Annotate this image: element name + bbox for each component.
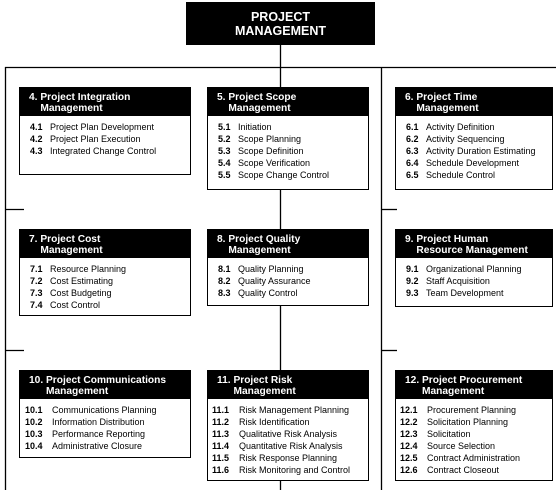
area-integration [19,87,191,175]
process-number: 5.3 [218,146,231,156]
process-label: Staff Acquisition [426,276,490,286]
process-label: Project Plan Execution [50,134,141,144]
process-item [218,121,368,133]
process-label: Procurement Planning [427,405,517,415]
process-label: Information Distribution [52,417,145,427]
area-title: Project Procurement Management [422,375,523,397]
process-item [30,133,190,145]
process-number: 5.2 [218,134,231,144]
process-item [30,263,190,275]
process-item [218,263,368,275]
process-label: Risk Response Planning [239,453,338,463]
process-number: 5.5 [218,170,231,180]
process-number: 9.2 [406,276,419,286]
process-list [208,116,368,181]
process-item [212,404,368,416]
area-title: Project Scope Management [228,92,297,114]
process-number: 7.3 [30,288,43,298]
area-header [208,371,368,399]
process-list [20,258,190,311]
area-title: Project Communications Management [46,375,167,397]
area-header [208,230,368,258]
process-item [212,464,368,476]
process-label: Activity Definition [426,122,495,132]
process-label: Contract Closeout [427,465,500,475]
process-number: 7.2 [30,276,43,286]
process-number: 11.1 [212,405,230,415]
process-list [20,116,190,157]
area-time [395,87,553,190]
area-number: 11. [217,375,231,386]
process-list [396,399,552,476]
process-item [406,169,552,181]
process-list [396,258,552,299]
area-title: Project Time Management [416,92,479,114]
process-number: 4.1 [30,122,43,132]
process-label: Quality Control [238,288,298,298]
process-number: 6.5 [406,170,419,180]
area-title: Project Risk Management [233,375,296,397]
area-risk [207,370,369,481]
process-item [406,133,552,145]
process-number: 11.4 [212,441,230,451]
process-label: Qualitative Risk Analysis [239,429,338,439]
process-label: Project Plan Development [50,122,155,132]
process-item [406,157,552,169]
area-number: 7. [29,234,38,245]
process-label: Administrative Closure [52,441,143,451]
area-number: 9. [405,234,414,245]
process-item [30,145,190,157]
process-list [396,116,552,181]
area-quality [207,229,369,306]
process-list [20,399,190,452]
process-label: Team Development [426,288,504,298]
area-header [20,230,190,258]
process-item [406,145,552,157]
process-item [30,287,190,299]
process-item [406,287,552,299]
process-label: Quality Planning [238,264,304,274]
process-number: 11.5 [212,453,230,463]
process-item [30,121,190,133]
process-label: Scope Verification [238,158,311,168]
process-number: 12.1 [400,405,418,415]
process-number: 11.3 [212,429,230,439]
process-list [208,258,368,299]
process-item [406,263,552,275]
process-item [400,416,552,428]
process-number: 5.1 [218,122,231,132]
area-communications [19,370,191,458]
process-label: Solicitation Planning [427,417,509,427]
area-number: 5. [217,92,226,103]
area-procurement [395,370,553,481]
area-number: 6. [405,92,414,103]
area-title: Project Quality Management [228,234,301,256]
process-label: Communications Planning [52,405,157,415]
area-title: Project Cost Management [40,234,103,256]
area-header [396,371,552,399]
area-number: 4. [29,92,38,103]
process-number: 11.2 [212,417,230,427]
process-item [212,428,368,440]
process-number: 4.3 [30,146,43,156]
process-number: 9.1 [406,264,419,274]
process-label: Activity Sequencing [426,134,505,144]
process-number: 12.6 [400,465,418,475]
process-label: Integrated Change Control [50,146,157,156]
process-item [218,275,368,287]
area-header [20,371,190,399]
process-item [212,452,368,464]
process-list [208,399,368,476]
process-item [25,428,190,440]
process-item [218,133,368,145]
process-number: 6.2 [406,134,419,144]
process-label: Resource Planning [50,264,127,274]
process-item [212,440,368,452]
process-label: Solicitation [427,429,471,439]
process-number: 7.4 [30,300,43,310]
process-number: 12.3 [400,429,418,439]
process-label: Quantitative Risk Analysis [239,441,343,451]
process-item [400,440,552,452]
root-title-line1: PROJECT [250,9,311,24]
process-number: 12.5 [400,453,418,463]
process-number: 6.3 [406,146,419,156]
process-number: 8.3 [218,288,231,298]
process-item [406,275,552,287]
area-number: 12. [405,375,420,386]
process-label: Scope Change Control [238,170,330,180]
area-scope [207,87,369,190]
process-item [218,287,368,299]
process-number: 8.2 [218,276,231,286]
process-number: 11.6 [212,465,230,475]
process-number: 6.4 [406,158,419,168]
area-number: 10. [29,375,44,386]
process-item [400,428,552,440]
process-label: Cost Budgeting [50,288,112,298]
process-label: Initiation [238,122,272,132]
process-label: Risk Monitoring and Control [239,465,351,475]
process-label: Performance Reporting [52,429,146,439]
process-item [25,416,190,428]
project-management-box [186,2,375,45]
area-header [20,88,190,116]
process-number: 4.2 [30,134,43,144]
area-number: 8. [217,234,226,245]
process-number: 12.4 [400,441,418,451]
process-label: Risk Management Planning [239,405,350,415]
process-item [212,416,368,428]
process-number: 10.4 [25,441,43,451]
process-label: Contract Administration [427,453,521,463]
process-item [406,121,552,133]
process-number: 8.1 [218,264,231,274]
process-item [30,299,190,311]
area-title: Project Integration Management [40,92,131,114]
process-item [400,404,552,416]
process-item [30,275,190,287]
process-number: 9.3 [406,288,419,298]
process-label: Schedule Control [426,170,496,180]
process-label: Risk Identification [239,417,310,427]
process-label: Schedule Development [426,158,520,168]
process-number: 12.2 [400,417,418,427]
process-label: Organizational Planning [426,264,522,274]
process-item [218,157,368,169]
process-label: Scope Planning [238,134,302,144]
process-item [25,404,190,416]
area-human-resource [395,229,553,307]
root-title-line2: MANAGEMENT [235,23,326,38]
process-item [400,452,552,464]
process-item [400,464,552,476]
process-label: Cost Control [50,300,101,310]
process-item [25,440,190,452]
process-number: 10.1 [25,405,43,415]
area-header [396,88,552,116]
process-label: Scope Definition [238,146,304,156]
area-header [208,88,368,116]
area-header [396,230,552,258]
area-cost [19,229,191,316]
area-title: Project Human Resource Management [416,234,528,256]
process-item [218,169,368,181]
process-number: 10.2 [25,417,43,427]
process-label: Quality Assurance [238,276,311,286]
process-number: 5.4 [218,158,231,168]
process-number: 7.1 [30,264,43,274]
process-label: Cost Estimating [50,276,114,286]
process-item [218,145,368,157]
process-number: 6.1 [406,122,419,132]
process-label: Activity Duration Estimating [426,146,536,156]
process-label: Source Selection [427,441,496,451]
process-number: 10.3 [25,429,43,439]
